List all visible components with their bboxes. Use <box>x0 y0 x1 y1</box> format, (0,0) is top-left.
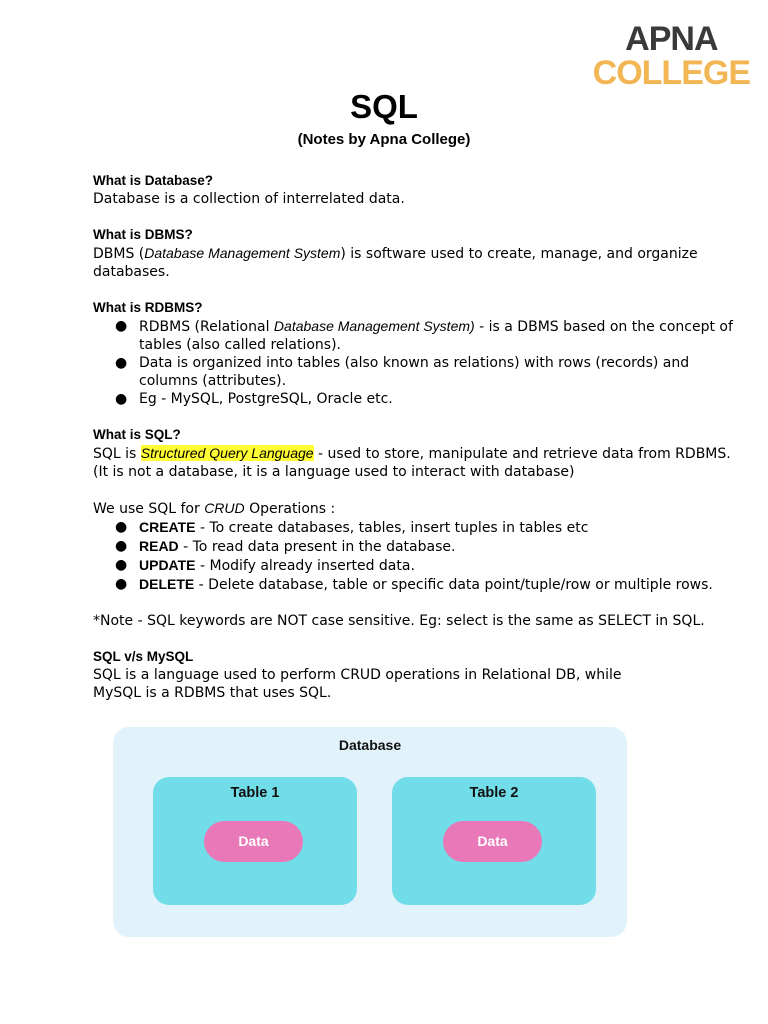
sql-vs-mysql-line2: MySQL is a RDBMS that uses SQL. <box>93 685 332 701</box>
notes-body <box>93 172 733 702</box>
database-question: What is Database? <box>93 173 214 188</box>
rdbms-bullet1-before: RDBMS (Relational <box>139 319 274 335</box>
list-item: ● Eg - MySQL, PostgreSQL, Oracle etc. <box>139 390 733 408</box>
sql-question: What is SQL? <box>93 427 181 442</box>
page-title: SQL <box>350 88 418 125</box>
logo-line-college: COLLEGE <box>592 54 750 92</box>
crud-keyword: DELETE <box>139 576 195 592</box>
sql-text-after: - used to store, manipulate and retrieve data from RDBMS. <box>313 446 731 462</box>
page-subtitle: (Notes by Apna College) <box>297 131 471 148</box>
crud-intro-after: Operations : <box>244 501 336 517</box>
sql-vs-mysql-question: SQL v/s MySQL <box>93 649 194 664</box>
list-item: ● Data is organized into tables (also known as relations) with rows (records) and columns (attributes). <box>139 354 733 390</box>
database-label: Database <box>338 737 402 753</box>
data-pill-1: Data <box>204 821 303 862</box>
list-item <box>139 575 733 594</box>
crud-intro-before: We use SQL for <box>93 501 205 517</box>
crud-intro <box>93 499 733 518</box>
crud-description: - Delete database, table or specific data point/tuple/row or multiple rows. <box>194 577 713 593</box>
rdbms-list <box>93 317 733 408</box>
dbms-text-before: DBMS ( <box>93 246 145 262</box>
sql-answer <box>93 444 733 463</box>
dbms-italic-term: Database Management System <box>144 245 341 261</box>
list-item <box>139 518 733 537</box>
rdbms-bullet1-after: - is a DBMS based on the concept of tables (also called relations). <box>139 319 733 353</box>
logo-line-apna: APNA <box>625 20 718 58</box>
table-2-label: Table 2 <box>469 785 519 801</box>
list-item <box>139 317 733 354</box>
crud-description: - To create databases, tables, insert tuples in tables etc <box>195 520 589 536</box>
list-item <box>139 556 733 575</box>
list-item <box>139 537 733 556</box>
dbms-question: What is DBMS? <box>93 227 193 242</box>
crud-list <box>93 518 733 594</box>
dbms-text-after: ) is software used to create, manage, and organize databases. <box>93 246 698 280</box>
crud-description: - Modify already inserted data. <box>195 558 415 574</box>
data-pill-2: Data <box>443 821 542 862</box>
rdbms-bullet1-italic: Database Management System) <box>273 318 475 334</box>
rdbms-question: What is RDBMS? <box>93 300 203 315</box>
crud-keyword: CREATE <box>139 519 196 535</box>
dbms-answer <box>93 244 733 281</box>
crud-description: - To read data present in the database. <box>178 539 456 555</box>
sql-note: (It is not a database, it is a language used to interact with database) <box>93 464 575 480</box>
table-2-box <box>392 777 596 905</box>
database-diagram <box>113 727 627 937</box>
sql-highlighted-term: Structured Query Language <box>140 445 314 461</box>
apna-college-logo <box>593 22 750 90</box>
crud-keyword: UPDATE <box>139 557 196 573</box>
crud-intro-italic: CRUD <box>204 500 245 516</box>
crud-keyword: READ <box>139 538 179 554</box>
database-answer: Database is a collection of interrelated data. <box>93 191 405 207</box>
keyword-case-note: *Note - SQL keywords are NOT case sensitive. Eg: select is the same as SELECT in SQL. <box>93 613 705 629</box>
table-1-box <box>153 777 357 905</box>
table-1-label: Table 1 <box>230 785 280 801</box>
sql-text-before: SQL is <box>93 446 141 462</box>
sql-vs-mysql-line1: SQL is a language used to perform CRUD operations in Relational DB, while <box>93 667 622 683</box>
